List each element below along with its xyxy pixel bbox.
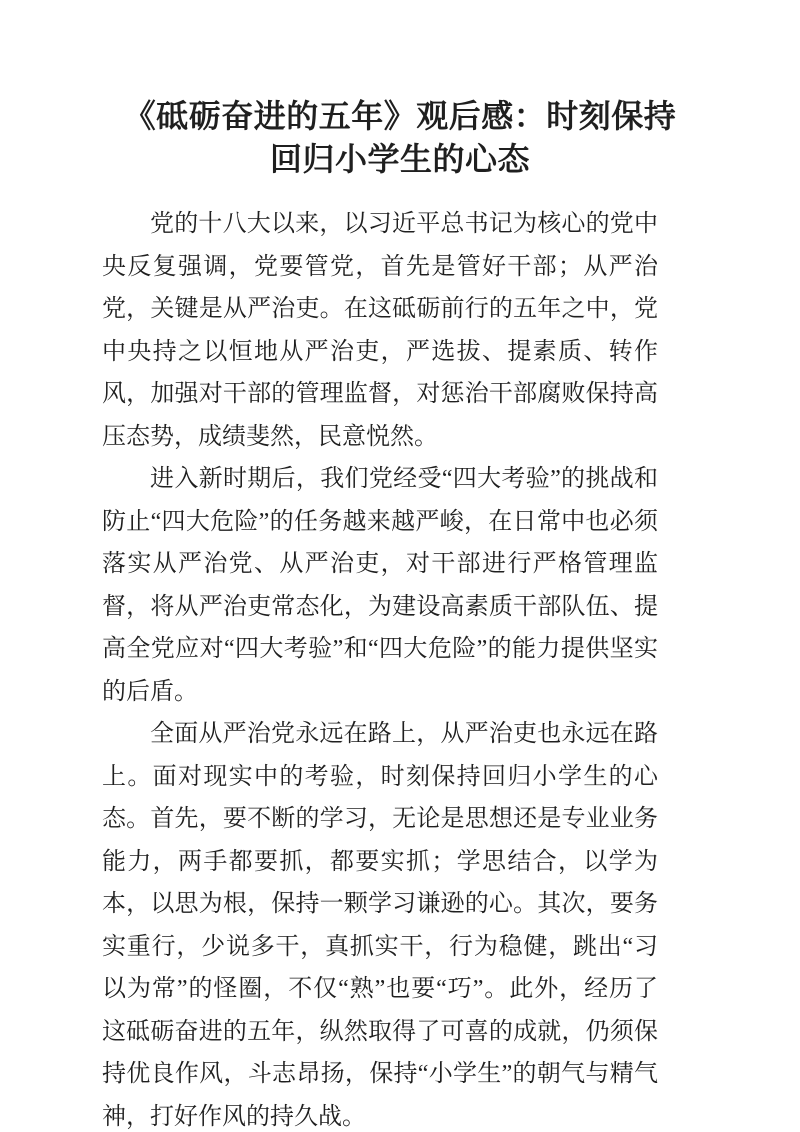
paragraph-1: 党的十八大以来，以习近平总书记为核心的党中央反复强调，党要管党，首先是管好干部；从严治党，关键是从严治吏。在这砥砺前行的五年之中，党中央持之以恒地从严治吏，严选拔、提素质、转作风，加强对干部的管理监督，对惩治干部腐败保持高压态势，成绩斐然，民意悦然。: [102, 211, 658, 450]
document-title: 《砥砺奋进的五年》观后感：时刻保持回归小学生的心态: [123, 98, 677, 178]
document-body: [102, 203, 658, 1132]
paragraph-2: 进入新时期后，我们党经受“四大考验”的挑战和防止“四大危险”的任务越来越严峻，在日常中也必须落实从严治党、从严治吏，对干部进行严格管理监督，将从严治吏常态化，为建设高素质干部队伍、提高全党应对“四大考验”和“四大危险”的能力提供坚实的后盾。: [102, 466, 658, 705]
paragraph-3: 全面从严治党永远在路上，从严治吏也永远在路上。面对现实中的考验，时刻保持回归小学生的心态。首先，要不断的学习，无论是思想还是专业业务能力，两手都要抓，都要实抓；学思结合，以学为本，以思为根，保持一颗学习谦逊的心。其次，要务实重行，少说多干，真抓实干，行为稳健，跳出“习以为常”的怪圈，不仅“熟”也要“巧”。此外，经历了这砥砺奋进的五年，纵然取得了可喜的成就，仍须保持优良作风，斗志昂扬，保持“小学生”的朝气与精气神，打好作风的持久战。: [102, 721, 658, 1130]
